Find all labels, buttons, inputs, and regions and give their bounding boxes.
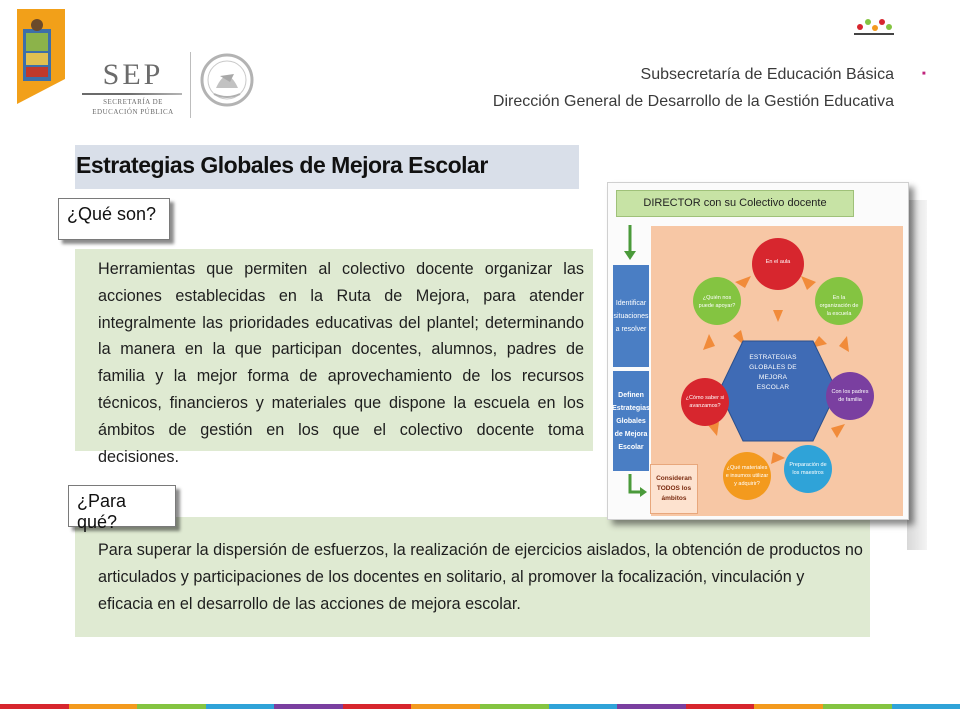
header-direccion-general: Dirección General de Desarrollo de la Gestión Educativa	[492, 93, 894, 110]
sep-logo-text: SEP	[102, 58, 164, 91]
sep-logo-subtitle-2: EDUCACIÓN PÚBLICA	[92, 108, 174, 116]
flowers-decoration-icon	[852, 16, 896, 36]
footer-segment	[892, 704, 960, 709]
footer-segment	[686, 704, 755, 709]
footer-segment	[137, 704, 206, 709]
diagram-shadow	[907, 200, 927, 550]
question-why-callout: ¿Para qué?	[68, 485, 176, 527]
footer-segment	[411, 704, 480, 709]
diagram-identify-box: Identificar situaciones a resolver	[613, 265, 649, 367]
section1-text: Herramientas que permiten al colectivo docente organizar las acciones establecidas en la Ruta de Mejora, para atender integralmente las prioridades educativas del plantel; determinando la manera en la que participan docentes, alumnos, padres de familia y la mejor forma de aprovechamiento de los recursos técnicos, financieros y materiales que dispone la escuela en los ámbitos de gestión en los que el colectivo docente toma decisiones.	[98, 260, 584, 466]
footer-color-bar	[0, 704, 960, 709]
footer-segment	[549, 704, 618, 709]
footer-segment	[206, 704, 275, 709]
footer-segment	[480, 704, 549, 709]
circle-label-materiales: ¿Qué materiales e insumos utilizar y adquirir?	[725, 465, 769, 487]
circle-label-en-el-aula: En el aula	[765, 259, 791, 265]
footer-segment	[823, 704, 892, 709]
footer-segment	[754, 704, 823, 709]
state-shield-logo	[17, 9, 65, 104]
footer-segment	[617, 704, 686, 709]
footer-segment	[0, 704, 69, 709]
footer-segment	[274, 704, 343, 709]
section2-text: Para superar la dispersión de esfuerzos, la realización de ejercicios aislados, la obtención de productos no articulados y participaciones de los docentes en solitario, al promover la focalización, vinculación y eficacia en el desarrollo de las acciones de mejora escolar.	[98, 541, 863, 613]
hexagon-center-label: ESTRATEGIAS GLOBALES DE MEJORA ESCOLAR	[749, 354, 797, 391]
footer-segment	[69, 704, 138, 709]
circle-label-apoyar: ¿Quién nos puede apoyar?	[698, 295, 736, 309]
sep-logo-rule	[82, 93, 182, 95]
bend-arrow-icon	[626, 474, 648, 502]
down-arrow-icon	[622, 225, 638, 265]
diagram-define-box: Definen Estrategias Globales de Mejora Escolar	[613, 371, 649, 471]
footer-segment	[343, 704, 412, 709]
diagram-header: DIRECTOR con su Colectivo docente	[616, 190, 854, 217]
logo-divider	[190, 52, 191, 118]
page-title: Estrategias Globales de Mejora Escolar	[76, 152, 488, 178]
circle-label-preparacion: Preparación de los maestros	[789, 462, 827, 476]
circle-label-padres: Con los padres de familia	[831, 389, 869, 403]
circle-label-avanzamos: ¿Cómo saber si avanzamos?	[685, 395, 725, 409]
header-subsecretaria: Subsecretaría de Educación Básica	[640, 66, 894, 83]
question-what-callout: ¿Qué son?	[58, 198, 170, 240]
circle-label-organizacion: En la organización de la escuela	[819, 295, 859, 317]
sep-logo-subtitle-1: SECRETARÍA DE	[103, 98, 163, 106]
diagram-consider-box: Consideran TODOS los ámbitos	[650, 464, 698, 514]
tiny-mark-icon: ■	[922, 71, 926, 77]
mexico-seal-icon	[200, 44, 254, 114]
